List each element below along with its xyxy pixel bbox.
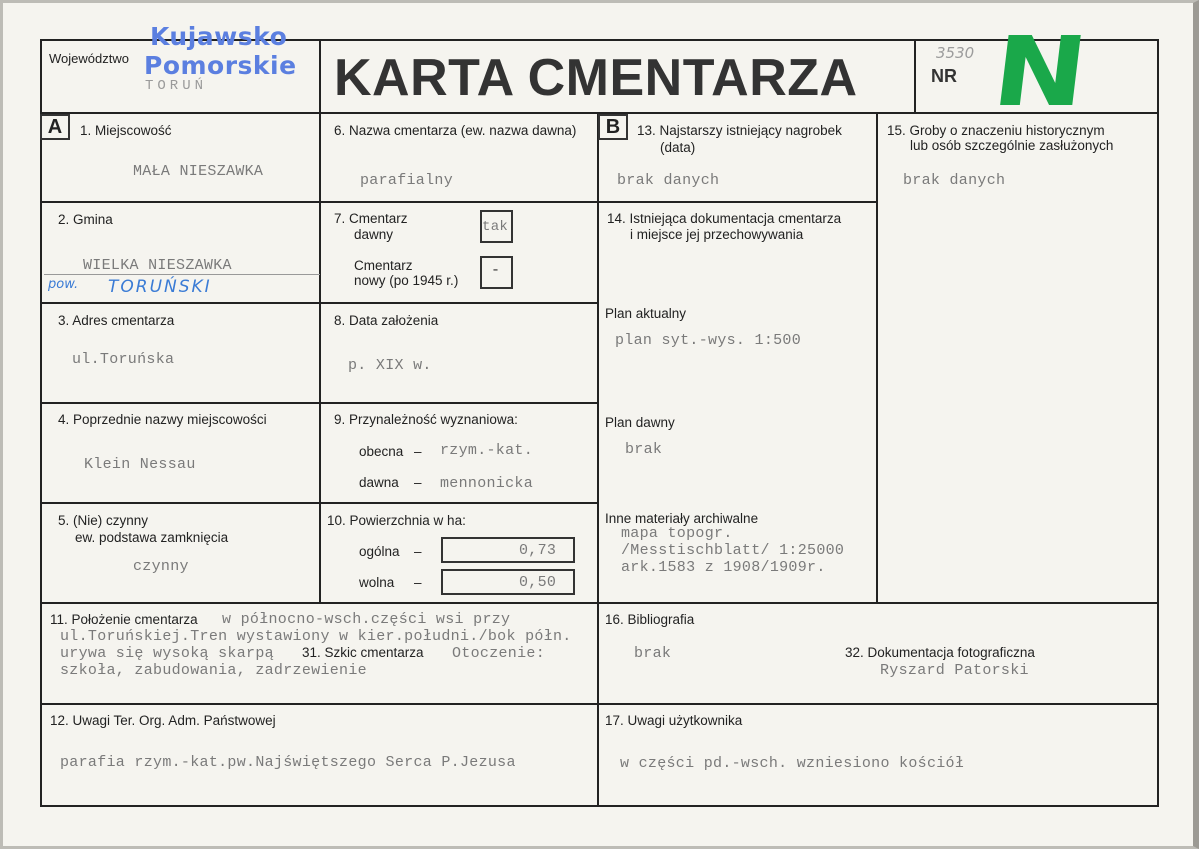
field-32-label: 32. Dokumentacja fotograficzna <box>845 645 1035 660</box>
field-2-pen-prefix: pow. <box>48 277 79 292</box>
field-12-label: 12. Uwagi Ter. Org. Adm. Państwowej <box>50 713 276 728</box>
religion-former-value: mennonicka <box>440 475 534 492</box>
field-4-value: Klein Nessau <box>84 456 196 473</box>
religion-current-label: obecna <box>359 444 404 459</box>
row-line-3 <box>40 402 599 404</box>
field-7-old-value: tak <box>482 219 509 235</box>
field-6-label: 6. Nazwa cmentarza (ew. nazwa dawna) <box>334 123 577 138</box>
nr-marker-letter: N <box>987 16 1094 128</box>
area-total-dash: – <box>414 544 422 559</box>
field-11-line-3b: Otoczenie: <box>452 645 546 662</box>
frame-left <box>40 39 42 807</box>
other-materials-line-3: ark.1583 z 1908/1909r. <box>621 559 826 576</box>
field-5-label: 5. (Nie) czynny <box>58 513 149 528</box>
other-materials-line-1: mapa topogr. <box>621 525 733 542</box>
row-line-6 <box>40 703 1159 705</box>
section-b-badge: B <box>598 114 628 140</box>
field-15-label: 15. Groby o znaczeniu historycznym <box>887 123 1105 138</box>
field-5-sublabel: ew. podstawa zamknięcia <box>75 530 229 545</box>
field-11-line-3a: urywa się wysoką skarpą <box>60 645 274 662</box>
field-15-sublabel: lub osób szczególnie zasłużonych <box>910 138 1114 153</box>
voivodeship-stamp-line3: TORUŃ <box>145 78 208 94</box>
frame-right <box>1157 39 1159 807</box>
nr-pencil-number: 3530 <box>936 44 975 62</box>
area-free-dash: – <box>414 575 422 590</box>
religion-current-value: rzym.-kat. <box>440 442 534 459</box>
field-13-label: 13. Najstarszy istniejący nagrobek <box>637 123 842 138</box>
field-2-underline <box>44 274 320 275</box>
plan-current-label: Plan aktualny <box>605 306 687 321</box>
field-7-new-sublabel: nowy (po 1945 r.) <box>354 273 459 288</box>
field-6-value: parafialny <box>360 172 454 189</box>
field-2-label: 2. Gmina <box>58 212 113 227</box>
row-line-1 <box>40 201 599 203</box>
row-line-4 <box>40 502 599 504</box>
field-15-value: brak danych <box>903 172 1006 189</box>
header-vline-2 <box>914 39 916 114</box>
field-2-value: WIELKA NIESZAWKA <box>83 257 232 274</box>
area-free-value: 0,50 <box>519 574 557 591</box>
field-13-value: brak danych <box>617 172 720 189</box>
field-16-label: 16. Bibliografia <box>605 612 695 627</box>
field-9-label: 9. Przynależność wyznaniowa: <box>334 412 518 427</box>
col-vline-3 <box>876 112 878 604</box>
row-line-1b <box>597 201 878 203</box>
field-32-value: Ryszard Patorski <box>880 662 1029 679</box>
section-a-badge: A <box>40 114 70 140</box>
field-7-new-label: Cmentarz <box>354 258 413 273</box>
field-5-value: czynny <box>133 558 189 575</box>
field-17-value: w części pd.-wsch. wzniesiono kościół <box>620 755 965 772</box>
field-11-line-2: ul.Toruńskiej.Tren wystawiony w kier.południ./bok półn. <box>60 628 572 645</box>
voivodeship-stamp-line2: Pomorskie <box>144 51 297 80</box>
religion-former-label: dawna <box>359 475 399 490</box>
field-3-label: 3. Adres cmentarza <box>58 313 175 328</box>
area-free-label: wolna <box>359 575 395 590</box>
row-line-5 <box>40 602 1159 604</box>
plan-former-value: brak <box>625 441 663 458</box>
header-vline-1 <box>319 39 321 114</box>
area-total-label: ogólna <box>359 544 400 559</box>
field-13-sublabel: (data) <box>660 140 696 155</box>
field-11-label: 11. Położenie cmentarza <box>50 612 198 627</box>
field-12-value: parafia rzym.-kat.pw.Najświętszego Serca P.Jezusa <box>60 754 516 771</box>
religion-former-dash: – <box>414 475 422 490</box>
field-14-sublabel: i miejsce jej przechowywania <box>630 227 804 242</box>
voivodeship-stamp-line1: Kujawsko <box>150 22 288 51</box>
row-line-2 <box>40 302 599 304</box>
field-11-line-4: szkoła, zabudowania, zadrzewienie <box>60 662 367 679</box>
nr-label: NR <box>931 66 957 86</box>
field-11-line-1: w północno-wsch.części wsi przy <box>222 611 511 628</box>
field-8-value: p. XIX w. <box>348 357 432 374</box>
frame-bottom <box>40 805 1159 807</box>
field-7-label: 7. Cmentarz <box>334 211 408 226</box>
plan-current-value: plan syt.-wys. 1:500 <box>615 332 802 349</box>
field-16-value: brak <box>634 645 672 662</box>
field-2-pen-value: TORUŃSKI <box>108 277 212 297</box>
field-1-label: 1. Miejscowość <box>80 123 172 138</box>
field-3-value: ul.Toruńska <box>72 351 175 368</box>
field-4-label: 4. Poprzednie nazwy miejscowości <box>58 412 267 427</box>
field-7-new-value: - <box>491 262 501 279</box>
other-materials-line-2: /Messtischblatt/ 1:25000 <box>621 542 845 559</box>
card-title: KARTA CMENTARZA <box>334 49 858 107</box>
field-17-label: 17. Uwagi użytkownika <box>605 713 743 728</box>
religion-current-dash: – <box>414 444 422 459</box>
col-vline-1 <box>319 112 321 604</box>
area-total-value: 0,73 <box>519 542 557 559</box>
field-8-label: 8. Data założenia <box>334 313 439 328</box>
field-14-label: 14. Istniejąca dokumentacja cmentarza <box>607 211 842 226</box>
voivodeship-label: Województwo <box>49 51 129 66</box>
field-10-label: 10. Powierzchnia w ha: <box>327 513 466 528</box>
other-materials-label: Inne materiały archiwalne <box>605 511 759 526</box>
field-1-value: MAŁA NIESZAWKA <box>133 163 264 180</box>
field-31-label: 31. Szkic cmentarza <box>302 645 424 660</box>
field-7-sublabel: dawny <box>354 227 394 242</box>
plan-former-label: Plan dawny <box>605 415 675 430</box>
